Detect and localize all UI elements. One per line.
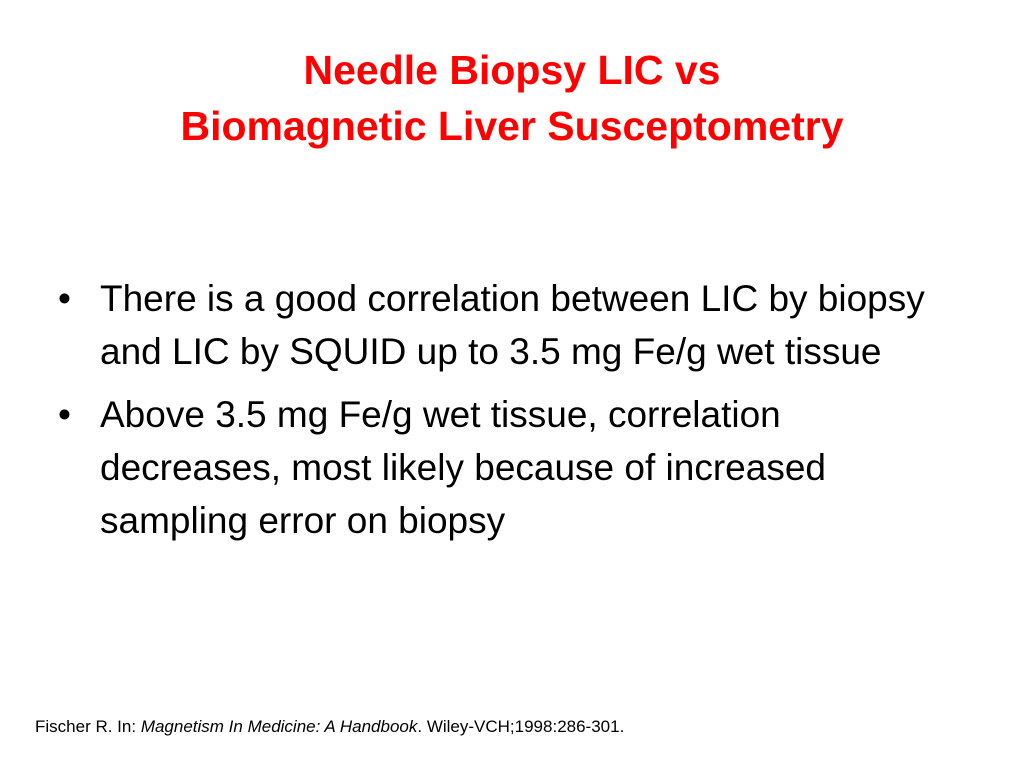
- citation-prefix: Fischer R. In:: [35, 717, 141, 736]
- bullet-item: [58, 272, 958, 378]
- slide-title: [60, 42, 964, 154]
- bullet-list: [58, 272, 958, 557]
- bullet-text: Above 3.5 mg Fe/g wet tissue, correlation decreases, most likely because of increased sampling error on biopsy: [100, 394, 826, 541]
- bullet-item: [58, 388, 958, 547]
- bullet-marker: •: [58, 278, 71, 319]
- title-line-1: Needle Biopsy LIC vs: [303, 47, 721, 93]
- citation-footnote: [35, 716, 624, 738]
- bullet-marker: •: [58, 394, 71, 435]
- citation-book-title: Magnetism In Medicine: A Handbook: [140, 717, 418, 736]
- citation-suffix: . Wiley-VCH;1998:286-301.: [417, 717, 625, 736]
- title-line-2: Biomagnetic Liver Susceptometry: [180, 103, 844, 149]
- bullet-text: There is a good correlation between LIC by biopsy and LIC by SQUID up to 3.5 mg Fe/g wet tissue: [100, 278, 925, 372]
